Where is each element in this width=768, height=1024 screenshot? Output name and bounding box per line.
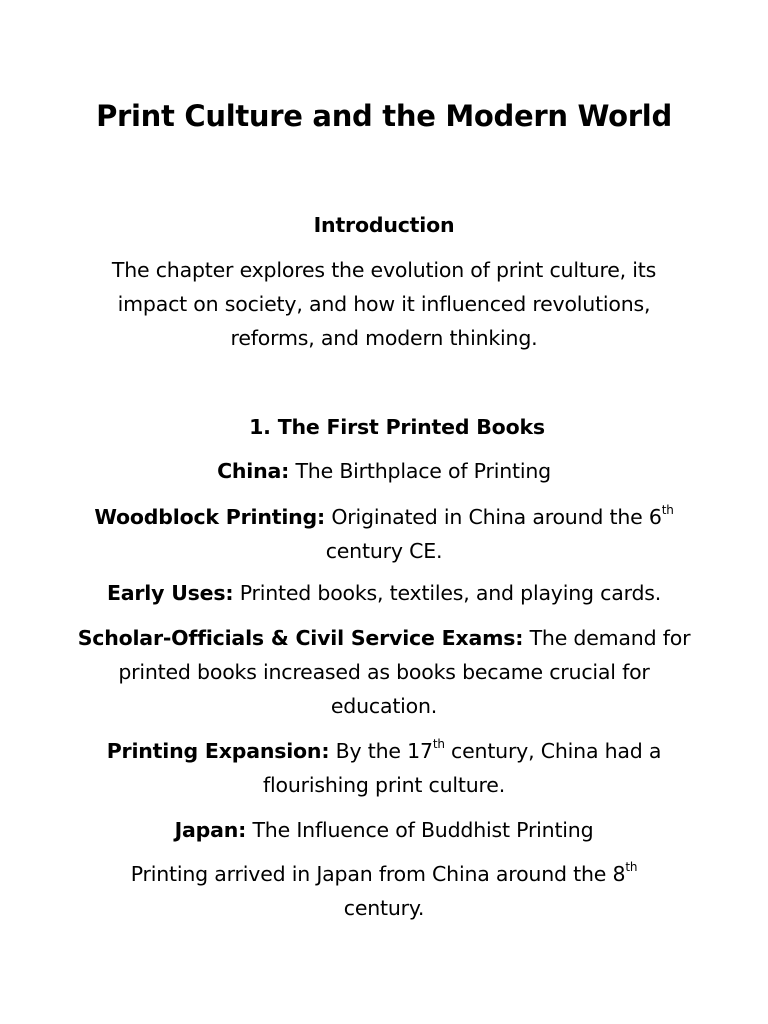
expansion-text-after: century, China had a — [444, 739, 662, 763]
intro-heading: Introduction — [313, 213, 455, 237]
section-1-heading — [0, 412, 768, 442]
china-text: The Birthplace of Printing — [289, 459, 551, 483]
japan-label: Japan: — [174, 818, 247, 842]
woodblock-label: Woodblock Printing: — [94, 505, 326, 529]
early-uses-text: Printed books, textiles, and playing cards. — [233, 581, 662, 605]
japan-paragraph — [0, 815, 768, 845]
intro-text-line-3: reforms, and modern thinking. — [230, 326, 538, 350]
woodblock-line-2: century CE. — [325, 539, 443, 563]
japan-body-text: Printing arrived in Japan from China around the 8 — [130, 862, 626, 886]
page-title: Print Culture and the Modern World — [96, 99, 672, 133]
early-uses-paragraph — [0, 578, 768, 608]
expansion-sup: th — [432, 737, 445, 751]
scholar-label: Scholar-Officials & Civil Service Exams: — [77, 626, 524, 650]
section-number: 1. — [249, 415, 271, 439]
woodblock-line-1 — [0, 502, 768, 532]
japan-text-line-2: century. — [343, 896, 425, 920]
intro-text-line-1: The chapter explores the evolution of print culture, its — [111, 258, 657, 282]
expansion-line-2: flourishing print culture. — [262, 773, 506, 797]
woodblock-sup: th — [661, 503, 674, 517]
intro-text-line-2: impact on society, and how it influenced revolutions, — [117, 292, 651, 316]
japan-text-line-1 — [0, 859, 768, 889]
scholar-line-1 — [0, 623, 768, 653]
china-paragraph — [0, 456, 768, 486]
early-uses-label: Early Uses: — [106, 581, 234, 605]
expansion-label: Printing Expansion: — [106, 739, 330, 763]
china-label: China: — [217, 459, 290, 483]
woodblock-text: Originated in China around the 6 — [325, 505, 662, 529]
section-title: The First Printed Books — [277, 415, 545, 439]
japan-text: The Influence of Buddhist Printing — [246, 818, 594, 842]
japan-sup: th — [625, 860, 638, 874]
expansion-text-before: By the 17 — [329, 739, 433, 763]
scholar-line-2: printed books increased as books became crucial for — [118, 660, 650, 684]
scholar-text: The demand for — [523, 626, 691, 650]
scholar-line-3: education. — [330, 694, 438, 718]
expansion-line-1 — [0, 736, 768, 766]
